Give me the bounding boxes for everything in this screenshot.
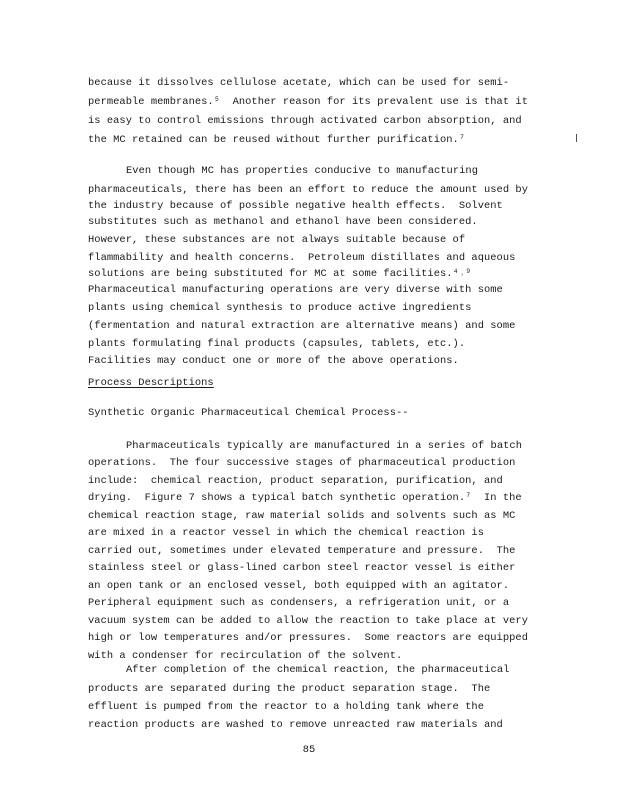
paragraph-2-line-7: solutions are being substituted for MC at some facilities.⁴˒⁹ bbox=[88, 268, 472, 280]
paragraph-3-line-2: operations. The four successive stages of pharmaceutical production bbox=[88, 457, 516, 469]
paragraph-4-line-4: reaction products are washed to remove unreacted raw materials and bbox=[88, 719, 503, 731]
paragraph-1-line-3: is easy to control emissions through activated carbon absorption, and bbox=[88, 115, 522, 127]
paragraph-2-line-10: (fermentation and natural extraction are alternative means) and some bbox=[88, 320, 516, 332]
paragraph-4-line-1: After completion of the chemical reaction, the pharmaceutical bbox=[126, 664, 510, 676]
paragraph-2-line-8: Pharmaceutical manufacturing operations are very diverse with some bbox=[88, 284, 503, 296]
paragraph-3-line-11: vacuum system can be added to allow the reaction to take place at very bbox=[88, 615, 528, 627]
paragraph-3-line-10: Peripheral equipment such as condensers, a refrigeration unit, or a bbox=[88, 597, 510, 609]
section-heading: Process Descriptions bbox=[88, 377, 214, 389]
paragraph-2-line-2: pharmaceuticals, there has been an effort to reduce the amount used by bbox=[88, 184, 528, 196]
paragraph-1-line-4: the MC retained can be reused without further purification.⁷ bbox=[88, 134, 466, 146]
paragraph-2-line-3: the industry because of possible negative health effects. Solvent bbox=[88, 200, 503, 212]
margin-mark bbox=[576, 134, 577, 142]
page-number: 85 bbox=[302, 744, 316, 756]
paragraph-2-line-11: plants formulating final products (capsules, tablets, etc.). bbox=[88, 338, 466, 350]
paragraph-3-line-4: drying. Figure 7 shows a typical batch synthetic operation.⁷ In the bbox=[88, 492, 522, 504]
paragraph-3-line-5: chemical reaction stage, raw material solids and solvents such as MC bbox=[88, 510, 516, 522]
paragraph-3-line-8: stainless steel or glass-lined carbon steel reactor vessel is either bbox=[88, 562, 516, 574]
paragraph-3-line-7: carried out, sometimes under elevated temperature and pressure. The bbox=[88, 545, 516, 557]
paragraph-2-line-9: plants using chemical synthesis to produce active ingredients bbox=[88, 302, 472, 314]
paragraph-4-line-3: effluent is pumped from the reactor to a holding tank where the bbox=[88, 701, 484, 713]
paragraph-2-line-12: Facilities may conduct one or more of the above operations. bbox=[88, 355, 459, 367]
paragraph-3-line-9: an open tank or an enclosed vessel, both equipped with an agitator. bbox=[88, 580, 510, 592]
paragraph-1-line-1: because it dissolves cellulose acetate, which can be used for semi- bbox=[88, 77, 510, 89]
paragraph-3-line-13: with a condenser for recirculation of the solvent. bbox=[88, 650, 403, 662]
paragraph-3-line-12: high or low temperatures and/or pressures. Some reactors are equipped bbox=[88, 632, 528, 644]
subsection-heading: Synthetic Organic Pharmaceutical Chemical Process-- bbox=[88, 407, 409, 419]
paragraph-3-line-1: Pharmaceuticals typically are manufactured in a series of batch bbox=[126, 440, 522, 452]
paragraph-4-line-2: products are separated during the product separation stage. The bbox=[88, 683, 491, 695]
paragraph-1-line-2: permeable membranes.⁵ Another reason for its prevalent use is that it bbox=[88, 96, 528, 108]
paragraph-2-line-4: substitutes such as methanol and ethanol have been considered. bbox=[88, 216, 478, 228]
paragraph-2-line-1: Even though MC has properties conducive to manufacturing bbox=[126, 165, 478, 177]
paragraph-2-line-5: However, these substances are not always suitable because of bbox=[88, 234, 466, 246]
paragraph-3-line-3: include: chemical reaction, product separation, purification, and bbox=[88, 475, 503, 487]
paragraph-3-line-6: are mixed in a reactor vessel in which the chemical reaction is bbox=[88, 527, 484, 539]
paragraph-2-line-6: flammability and health concerns. Petroleum distillates and aqueous bbox=[88, 252, 516, 264]
